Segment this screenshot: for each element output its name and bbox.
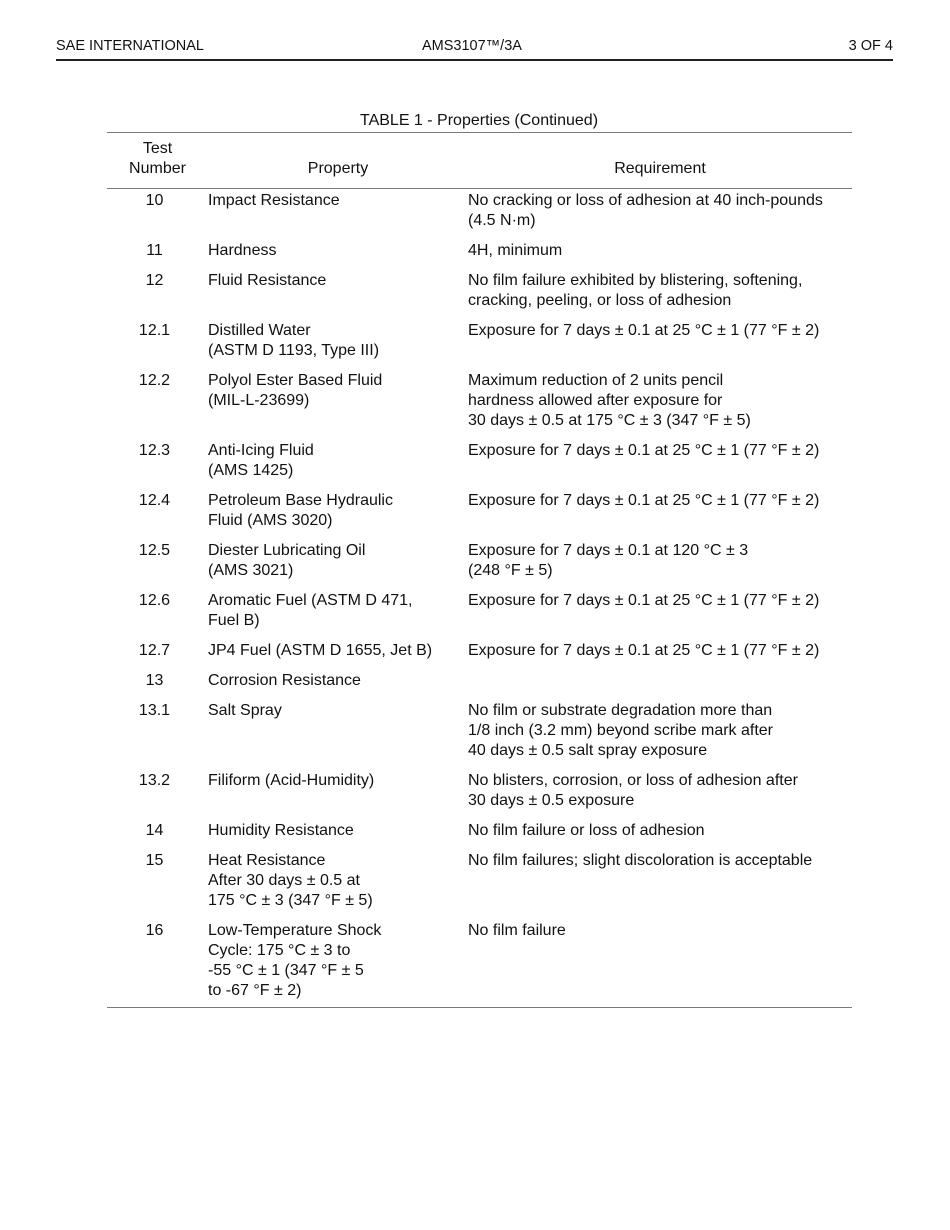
test-number-cell: 12.1 xyxy=(138,322,171,339)
requirement-cell: Exposure for 7 days ± 0.1 at 25 °C ± 1 (77 °F ± 2) xyxy=(468,642,820,659)
requirement-cell: Exposure for 7 days ± 0.1 at 25 °C ± 1 (77 °F ± 2) xyxy=(468,592,820,609)
test-number-cell: 12.4 xyxy=(138,492,171,509)
property-cell: Low-Temperature Shock Cycle: 175 °C ± 3 to -55 °C ± 1 (347 °F ± 5 to -67 °F ± 2) xyxy=(208,922,382,999)
table-row xyxy=(107,671,852,701)
table-row xyxy=(107,541,852,591)
requirement-cell xyxy=(468,671,852,701)
table-row xyxy=(107,771,852,821)
property-cell: Diester Lubricating Oil (AMS 3021) xyxy=(208,542,366,579)
test-number-cell: 12.6 xyxy=(138,592,171,609)
table-row xyxy=(107,371,852,441)
publisher-name: SAE INTERNATIONAL xyxy=(56,38,204,54)
requirement-cell: Exposure for 7 days ± 0.1 at 120 °C ± 3 (248 °F ± 5) xyxy=(468,542,749,579)
test-number-cell: 10 xyxy=(145,192,164,209)
table-header-row xyxy=(107,133,852,189)
test-number-cell: 11 xyxy=(146,242,163,259)
table-row xyxy=(107,701,852,771)
requirement-cell: No blisters, corrosion, or loss of adhesion after 30 days ± 0.5 exposure xyxy=(468,772,798,809)
test-number-cell: 13.1 xyxy=(138,702,171,719)
property-cell: Salt Spray xyxy=(208,702,282,719)
table-row xyxy=(107,851,852,921)
properties-table xyxy=(107,132,852,1008)
requirement-cell: Exposure for 7 days ± 0.1 at 25 °C ± 1 (77 °F ± 2) xyxy=(468,492,820,509)
property-cell: Polyol Ester Based Fluid (MIL-L-23699) xyxy=(208,372,383,409)
table-caption: TABLE 1 - Properties (Continued) xyxy=(359,112,599,129)
table-row xyxy=(107,641,852,671)
table-row xyxy=(107,821,852,851)
table-row xyxy=(107,321,852,371)
column-header-property: Property xyxy=(307,160,369,177)
property-cell: Hardness xyxy=(208,242,277,259)
test-number-cell: 12 xyxy=(145,272,164,289)
property-cell: JP4 Fuel (ASTM D 1655, Jet B) xyxy=(208,642,433,659)
requirement-cell: No film failures; slight discoloration is acceptable xyxy=(468,852,813,869)
page-header xyxy=(56,38,893,61)
property-cell: Fluid Resistance xyxy=(208,272,327,289)
property-cell: Heat Resistance After 30 days ± 0.5 at 175 °C ± 3 (347 °F ± 5) xyxy=(208,852,373,909)
property-cell: Petroleum Base Hydraulic Fluid (AMS 3020) xyxy=(208,492,393,529)
test-number-cell: 13 xyxy=(145,672,164,689)
table-row xyxy=(107,241,852,271)
table-row xyxy=(107,491,852,541)
property-cell: Corrosion Resistance xyxy=(208,672,361,689)
property-cell: Filiform (Acid-Humidity) xyxy=(208,772,375,789)
requirement-cell: No film failure or loss of adhesion xyxy=(468,822,705,839)
table-row xyxy=(107,441,852,491)
requirement-cell: Exposure for 7 days ± 0.1 at 25 °C ± 1 (77 °F ± 2) xyxy=(468,322,820,339)
table-row xyxy=(107,591,852,641)
table-row xyxy=(107,189,852,242)
property-cell: Anti-Icing Fluid (AMS 1425) xyxy=(208,442,314,479)
property-cell: Humidity Resistance xyxy=(208,822,354,839)
test-number-cell: 12.3 xyxy=(138,442,171,459)
requirement-cell: No film or substrate degradation more than 1/8 inch (3.2 mm) beyond scribe mark after 40 days ± 0.5 salt spray exposure xyxy=(468,702,774,759)
test-number-cell: 12.7 xyxy=(138,642,171,659)
test-number-cell: 14 xyxy=(145,822,164,839)
requirement-cell: No film failure xyxy=(468,922,566,939)
property-cell: Distilled Water (ASTM D 1193, Type III) xyxy=(208,322,380,359)
property-cell: Aromatic Fuel (ASTM D 471, Fuel B) xyxy=(208,592,413,629)
requirement-cell: No film failure exhibited by blistering, softening, cracking, peeling, or loss of adhesion xyxy=(468,272,803,309)
test-number-cell: 12.2 xyxy=(138,372,171,389)
table-row xyxy=(107,921,852,1008)
requirement-cell: Exposure for 7 days ± 0.1 at 25 °C ± 1 (77 °F ± 2) xyxy=(468,442,820,459)
test-number-cell: 12.5 xyxy=(138,542,171,559)
page-number: 3 OF 4 xyxy=(848,38,893,54)
column-header-requirement: Requirement xyxy=(614,160,706,177)
requirement-cell: 4H, minimum xyxy=(468,242,563,259)
requirement-cell: No cracking or loss of adhesion at 40 inch-pounds (4.5 N·m) xyxy=(468,192,823,229)
table-row xyxy=(107,271,852,321)
requirement-cell: Maximum reduction of 2 units pencil hardness allowed after exposure for 30 days ± 0.5 at 175 °C ± 3 (347 °F ± 5) xyxy=(468,372,751,429)
table-body xyxy=(107,189,852,1008)
test-number-cell: 13.2 xyxy=(138,772,171,789)
property-cell: Impact Resistance xyxy=(208,192,340,209)
document-number: AMS3107™/3A xyxy=(422,38,522,54)
column-header-test-number: Test Number xyxy=(129,140,186,177)
test-number-cell: 15 xyxy=(145,852,164,869)
test-number-cell: 16 xyxy=(145,922,164,939)
